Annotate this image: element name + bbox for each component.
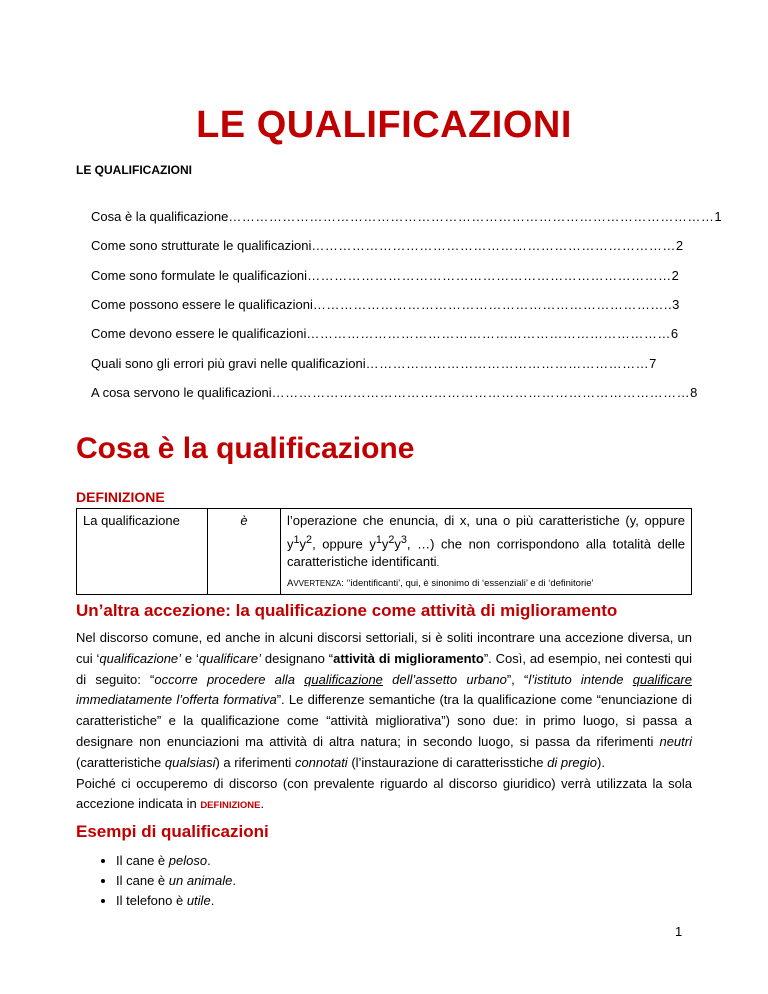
examples-heading: Esempi di qualificazioni [76,822,269,841]
toc-heading: LE QUALIFICAZIONI [76,163,192,177]
toc-leader: ……………………………………………………………………… [307,267,672,283]
toc-entry[interactable] [91,290,680,319]
toc-leader: ……………………………………………………… [365,355,650,371]
toc-entry-text: A cosa servono le qualificazioni [91,384,272,400]
toc-entry-page: 7 [649,355,657,371]
toc-entry-page: 2 [671,267,679,283]
definition-reference: DEFINIZIONE [200,800,261,812]
toc-entry-text: Come possono essere le qualificazioni [91,297,313,313]
toc-entry[interactable] [91,202,722,231]
definition-table [76,508,692,595]
definition-text: l’operazione che enuncia, di x, una o più caratteristiche (y, oppure $y^1y^2$, oppure $y^1y^2y^3$, …) che non corrispondono alla totalità delle caratteristiche identificanti. AVVERTENZA: ‘‘identificanti’, qui, è sinonimo di ‘essenziali’ e di ‘definitorie’ [281,509,692,595]
toc-entry-text: Come devono essere le qualificazioni [91,326,307,342]
toc-entry[interactable] [91,378,698,407]
toc-entry-text: Come sono strutturate le qualificazioni [91,238,312,254]
toc-entry-page: 8 [690,384,698,400]
subsection-heading: Un’altra accezione: la qualificazione come attività di miglioramento [76,601,618,620]
toc-leader: …………………………………………………………………….. [312,297,673,313]
toc-leader: ……………………………………………………………………… [311,238,676,254]
toc-entry[interactable] [91,231,684,260]
table-of-contents [91,202,722,407]
toc-entry-text: Cosa è la qualificazione [91,209,229,225]
toc-entry[interactable] [91,348,657,377]
toc-entry-page: 6 [670,326,679,342]
toc-entry[interactable] [91,261,679,290]
toc-leader: ………………………………………………………………………………… [271,384,691,400]
definition-term: La qualificazione [77,509,208,595]
page-number: 1 [675,924,683,939]
list-item: • Il telefono è utile. [116,891,236,911]
section-heading: Cosa è la qualificazione [76,432,415,465]
toc-entry-text: Come sono formulate le qualificazioni [91,267,308,283]
toc-entry-page: 3 [672,297,680,313]
definition-warning: AVVERTENZA: ‘‘identificanti’, qui, è sinonimo di ‘essenziali’ e di ‘definitorie’ [287,577,594,589]
toc-entry-page: 1 [714,209,722,225]
list-item: • Il cane è un animale. [116,871,236,891]
list-item: • Il cane è peloso. [116,851,236,871]
toc-entry-text: Quali sono gli errori più gravi nelle qualificazioni [91,355,366,371]
examples-list [76,851,236,911]
definition-verb: è [208,509,281,595]
body-paragraph: Nel discorso comune, ed anche in alcuni discorsi settoriali, si è soliti incontrare una accezione diversa, un cui ‘qualificazione’ e ‘qualificare’ designano “attività di miglioramento”. Così, ad esempio, nei contesti qui di seguito: “occorre procedere alla qualificazione dell’assetto urbano”, “l’istituto intende qualificare immediatamente l’offerta formativa”. Le differenze semantiche (tra la qualificazione come “enunciazione di caratteristiche” e la qualificazione come “attività migliorativa”) sono due: in primo luogo, si passa a designare non enunciazioni ma attività di altra natura; in secondo luogo, si passa da riferimenti neutri (caratteristiche qualsiasi) a riferimenti connotati (l’instaurazione di caratterisstiche di pregio). Poiché ci occuperemo di discorso (con prevalente riguardo al discorso giuridico) verrà utilizzata la sola accezione indicata in DEFINIZIONE. [76,630,692,812]
toc-leader: ……………………………………………………………………… [306,326,671,342]
toc-leader: ……………………………………………………………………………………………… [228,209,715,225]
toc-entry[interactable] [91,319,679,348]
definition-label: DEFINIZIONE [76,489,165,505]
document-title: LE QUALIFICAZIONI [196,104,572,146]
toc-entry-page: 2 [675,238,684,254]
